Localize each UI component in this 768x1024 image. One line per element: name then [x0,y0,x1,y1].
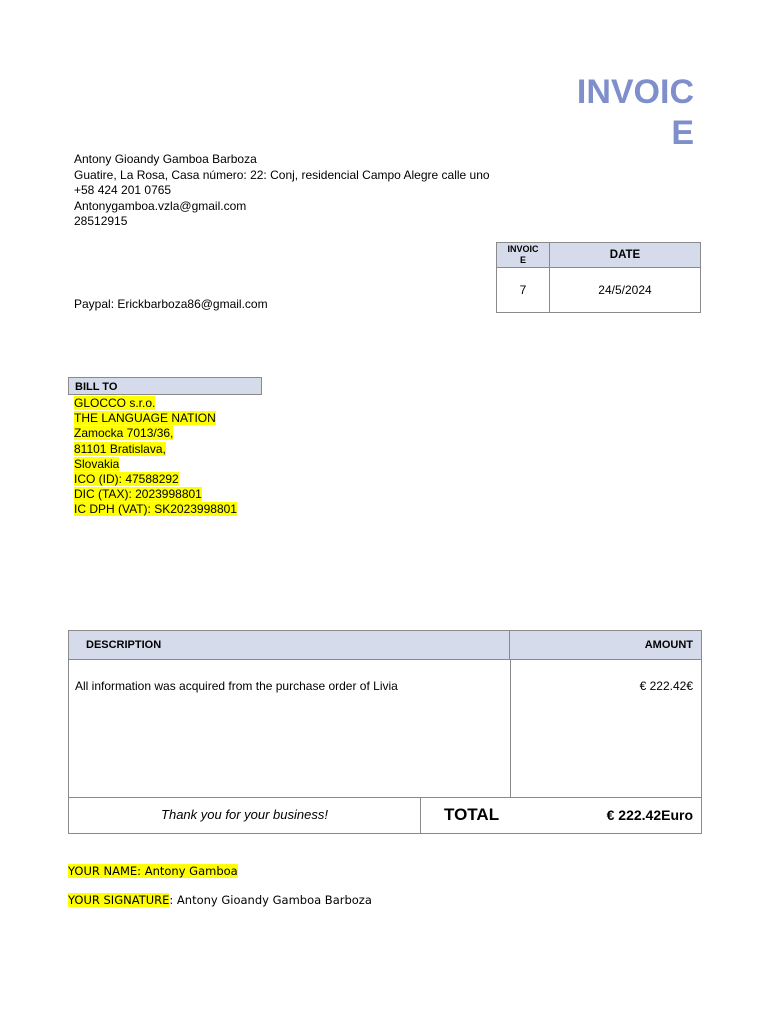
bill-to-line: THE LANGUAGE NATION [74,411,216,426]
your-name-value: Antony Gamboa [141,864,238,878]
bill-to-line: GLOCCO s.r.o. [74,396,156,410]
bill-to-line: ICO (ID): 47588292 [74,472,179,487]
sender-block [74,152,504,230]
sender-address: Guatire, La Rosa, Casa número: 22: Conj, residencial Campo Alegre calle uno [74,167,490,182]
sender-email: Antonygamboa.vzla@gmail.com [74,198,247,213]
invoice-number-value: 7 [497,268,550,313]
bill-to-header: BILL TO [68,377,262,395]
column-divider [510,660,511,797]
thank-you-note: Thank you for your business! [161,807,328,822]
invoice-title [560,72,694,154]
invoice-number-header [497,243,550,268]
sender-id-number: 28512915 [74,214,128,228]
sender-phone: +58 424 201 0765 [74,183,172,197]
footer-separator [420,797,421,833]
amount-header: AMOUNT [510,631,701,660]
invoice-number-header-line-2: E [519,255,526,265]
your-signature-line [68,893,372,907]
description-header: DESCRIPTION [69,631,510,660]
bill-to-line: 81101 Bratislava, [74,441,166,456]
your-signature-value: : Antony Gioandy Gamboa Barboza [169,893,372,907]
bill-to-line: DIC (TAX): 2023998801 [74,487,202,502]
bill-to-line: Zamocka 7013/36, [74,426,174,441]
invoice-number-header-line-1: INVOIC [507,244,539,254]
total-label: TOTAL [444,805,500,824]
date-value: 24/5/2024 [550,268,701,313]
item-amount: € 222.42€ [639,679,693,693]
your-signature-label: YOUR SIGNATURE [68,893,170,907]
bill-to-line: Slovakia [74,456,120,471]
date-header: DATE [550,243,701,268]
item-description: All information was acquired from the purchase order of Livia [75,679,398,693]
your-name-line [68,864,238,878]
items-table [68,630,702,834]
bill-to-block [74,396,237,518]
invoice-title-line-1: INVOIC [576,73,694,111]
total-value: € 222.42Euro [606,807,693,823]
your-name-label: YOUR NAME: [68,864,142,878]
sender-name: Antony Gioandy Gamboa Barboza [74,152,257,166]
invoice-title-line-2: E [671,114,694,152]
paypal-line: Paypal: Erickbarboza86@gmail.com [74,297,268,311]
bill-to-line: IC DPH (VAT): SK2023998801 [74,502,237,517]
invoice-meta-table [496,242,701,313]
